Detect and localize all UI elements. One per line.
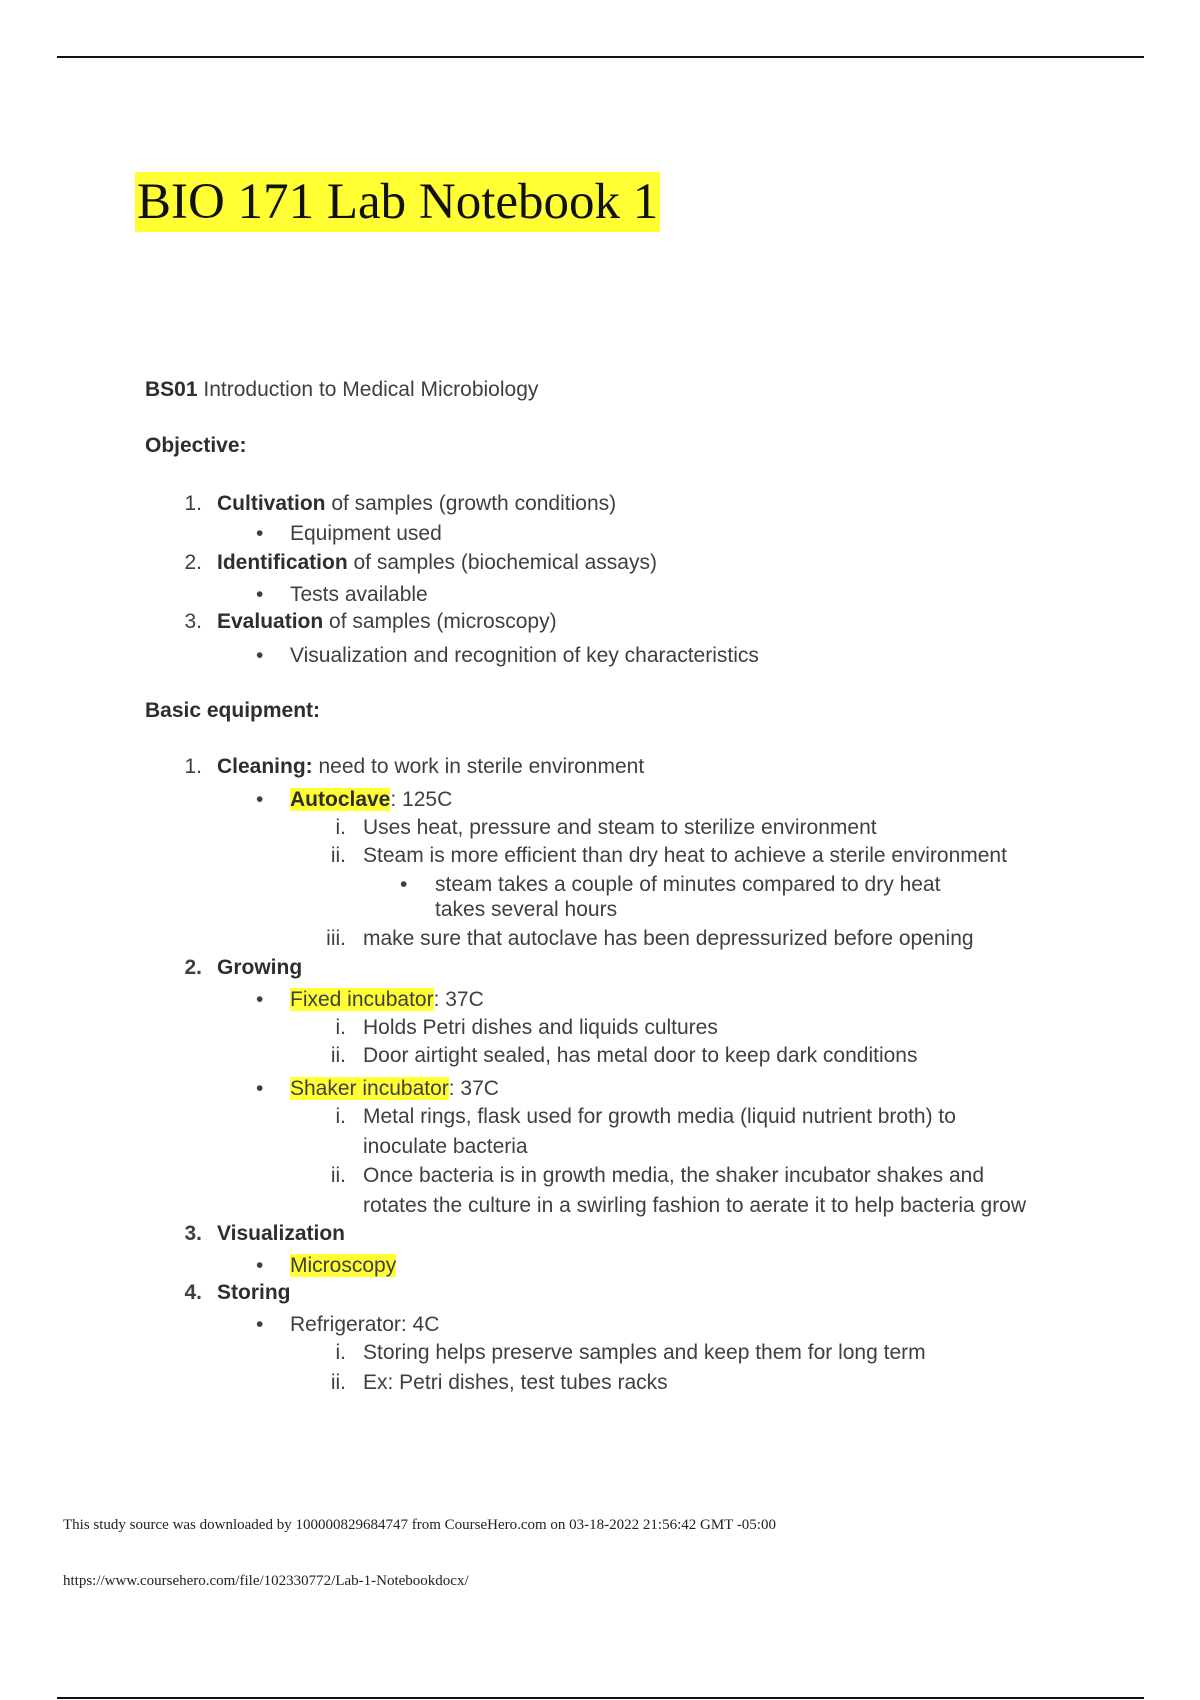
document-title: BIO 171 Lab Notebook 1	[137, 174, 659, 230]
course-line	[145, 377, 538, 403]
course-code: BS01	[145, 378, 198, 401]
objective-2-bullet: Tests available	[290, 583, 428, 606]
autoclave-sub-3: make sure that autoclave has been depressurized before opening	[363, 927, 974, 950]
objective-3-bold: Evaluation	[217, 610, 324, 633]
fixed-sub-1-number: i.	[335, 1016, 346, 1039]
cleaning-label: Cleaning:	[217, 755, 313, 778]
storing-sub-1-number: i.	[335, 1341, 346, 1364]
fixed-incubator-temp: : 37C	[433, 988, 484, 1011]
objective-3	[217, 609, 557, 635]
cleaning-line	[217, 754, 644, 780]
visualization-number: 3.	[184, 1222, 202, 1245]
autoclave-line	[290, 787, 452, 813]
autoclave-nested-line-1: steam takes a couple of minutes compared to dry heat	[435, 873, 941, 896]
objective-2	[217, 550, 657, 576]
equipment-heading: Basic equipment:	[145, 699, 321, 722]
shaker-sub-2-number: ii.	[330, 1164, 346, 1187]
fixed-sub-2-number: ii.	[330, 1044, 346, 1067]
objective-2-number: 2.	[184, 551, 202, 574]
shaker-sub-1-line-1: Metal rings, flask used for growth media (liquid nutrient broth) to	[363, 1105, 956, 1128]
autoclave-sub-1-number: i.	[335, 816, 346, 839]
autoclave-sub-3-number: iii.	[326, 927, 346, 950]
bullet-dot-icon: •	[256, 1077, 264, 1100]
objective-1	[217, 491, 616, 517]
fixed-incubator-line	[290, 987, 484, 1013]
cleaning-text: need to work in sterile environment	[312, 755, 645, 778]
course-name: Introduction to Medical Microbiology	[203, 378, 539, 401]
autoclave-label: Autoclave	[290, 788, 391, 811]
objective-heading: Objective:	[145, 434, 247, 457]
autoclave-sub-2-number: ii.	[330, 844, 346, 867]
objective-3-number: 3.	[184, 610, 202, 633]
objective-2-text: of samples (biochemical assays)	[347, 551, 657, 574]
shaker-sub-2-line-1: Once bacteria is in growth media, the shaker incubator shakes and	[363, 1164, 985, 1187]
autoclave-nested-line-2: takes several hours	[435, 898, 618, 921]
autoclave-sub-1: Uses heat, pressure and steam to sterilize environment	[363, 816, 877, 839]
microscopy-label: Microscopy	[290, 1254, 397, 1277]
fixed-sub-1: Holds Petri dishes and liquids cultures	[363, 1016, 718, 1039]
storing-number: 4.	[184, 1281, 202, 1304]
storing-sub-2-number: ii.	[330, 1371, 346, 1394]
visualization-heading: Visualization	[217, 1222, 345, 1245]
shaker-incubator-label: Shaker incubator	[290, 1077, 449, 1100]
bullet-dot-icon: •	[256, 988, 264, 1011]
fixed-incubator-label: Fixed incubator	[290, 988, 434, 1011]
top-rule	[57, 56, 1144, 58]
bottom-rule	[57, 1697, 1144, 1699]
autoclave-sub-2: Steam is more efficient than dry heat to achieve a sterile environment	[363, 844, 1007, 867]
bullet-dot-icon: •	[400, 873, 408, 896]
shaker-sub-2-line-2: rotates the culture in a swirling fashion to aerate it to help bacteria grow	[363, 1194, 1027, 1217]
download-note: This study source was downloaded by 100000829684747 from CourseHero.com on 03-18-2022 21:56:42 GMT -05:00	[63, 1517, 776, 1533]
refrigerator-item: Refrigerator: 4C	[290, 1313, 440, 1336]
objective-1-bullet: Equipment used	[290, 522, 442, 545]
storing-sub-2: Ex: Petri dishes, test tubes racks	[363, 1371, 668, 1394]
bullet-dot-icon: •	[256, 1313, 264, 1336]
objective-3-text: of samples (microscopy)	[323, 610, 557, 633]
microscopy-item	[290, 1253, 396, 1279]
growing-number: 2.	[184, 956, 202, 979]
bullet-dot-icon: •	[256, 644, 264, 667]
objective-2-bold: Identification	[217, 551, 348, 574]
fixed-sub-2: Door airtight sealed, has metal door to keep dark conditions	[363, 1044, 918, 1067]
cleaning-number: 1.	[184, 755, 202, 778]
shaker-sub-1-line-2: inoculate bacteria	[363, 1135, 528, 1158]
shaker-incubator-temp: : 37C	[448, 1077, 499, 1100]
objective-1-bold: Cultivation	[217, 492, 326, 515]
storing-sub-1: Storing helps preserve samples and keep them for long term	[363, 1341, 926, 1364]
objective-1-number: 1.	[184, 492, 202, 515]
storing-heading: Storing	[217, 1281, 291, 1304]
bullet-dot-icon: •	[256, 788, 264, 811]
growing-heading: Growing	[217, 956, 303, 979]
autoclave-temp: : 125C	[390, 788, 453, 811]
bullet-dot-icon: •	[256, 1254, 264, 1277]
bullet-dot-icon: •	[256, 522, 264, 545]
objective-1-text: of samples (growth conditions)	[325, 492, 617, 515]
shaker-incubator-line	[290, 1076, 499, 1102]
source-url[interactable]: https://www.coursehero.com/file/102330772/Lab-1-Notebookdocx/	[63, 1573, 469, 1589]
bullet-dot-icon: •	[256, 583, 264, 606]
shaker-sub-1-number: i.	[335, 1105, 346, 1128]
objective-3-bullet: Visualization and recognition of key characteristics	[290, 644, 759, 667]
